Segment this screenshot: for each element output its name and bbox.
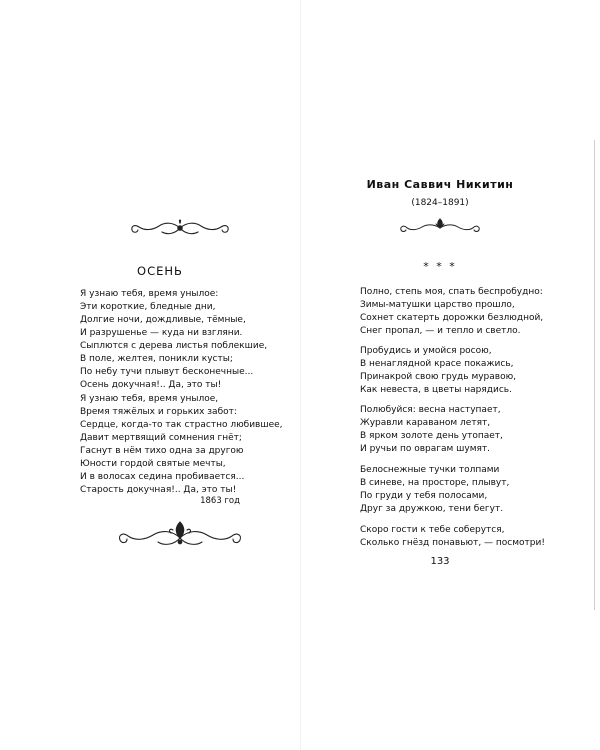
poem-date: 1863 год (200, 496, 240, 506)
poem-line: И ручьи по оврагам шумят. (360, 444, 491, 454)
poem-line: И в волосах седина пробивается... (80, 472, 245, 482)
poem-line: Осень докучная!.. Да, это ты! (80, 380, 222, 390)
poem-line: Гаснут в нём тихо одна за другою (80, 446, 244, 456)
author-years: (1824–1891) (411, 198, 469, 208)
right-stanza-2 (360, 345, 516, 397)
poem-line: По груди у тебя полосами, (360, 491, 488, 501)
poem-line: В поле, желтея, поникли кусты; (80, 354, 233, 364)
left-stanza-2 (80, 393, 283, 497)
poem-line: Пробудись и умойся росою, (360, 346, 492, 356)
poem-line: В синеве, на просторе, плывут, (360, 478, 510, 488)
poem-line: Эти короткие, бледные дни, (80, 302, 216, 312)
right-stanza-1 (360, 286, 543, 338)
poem-line: И разрушенье — куда ни взгляни. (80, 328, 243, 338)
poem-line: Сердце, когда-то так страстно любившее, (80, 420, 283, 430)
poem-line: Принакрой свою грудь муравою, (360, 372, 517, 382)
poem-line: Скоро гости к тебе соберутся, (360, 525, 505, 535)
poem-line: Друг за дружкою, тени бегут. (360, 504, 504, 514)
poem-line: Сохнет скатерть дорожки безлюдной, (360, 313, 544, 323)
poem-line: Как невеста, в цветы нарядись. (360, 385, 512, 395)
poem-line: Я узнаю тебя, время унылое: (80, 289, 219, 299)
poem-line: Я узнаю тебя, время унылое, (80, 394, 219, 404)
poem-line: Сыплются с дерева листья поблекшие, (80, 341, 268, 351)
poem-title: ОСЕНЬ (137, 264, 183, 278)
right-stanza-5 (360, 524, 545, 550)
author-ornament-icon (398, 216, 482, 238)
page-fold (300, 0, 301, 750)
poem-line: Зимы-матушки царство прошло, (360, 300, 515, 310)
poem-line: Сколько гнёзд понавьют, — посмотри! (360, 538, 545, 548)
poem-line: Полно, степь моя, спать беспробудно: (360, 287, 543, 297)
poem-line: Время тяжёлых и горьких забот: (80, 407, 237, 417)
left-stanza-1 (80, 288, 267, 392)
bottom-ornament-icon (115, 518, 245, 554)
poem-line: По небу тучи плывут бесконечные... (80, 367, 254, 377)
poem-line: Долгие ночи, дождливые, тёмные, (80, 315, 246, 325)
poem-line: Белоснежные тучки толпами (360, 465, 500, 475)
poem-line: Полюбуйся: весна наступает, (360, 405, 501, 415)
poem-line: Давит мертвящий сомнения гнёт; (80, 433, 242, 443)
poem-line: Журавли караваном летят, (360, 418, 491, 428)
stars-separator: * * * (423, 260, 457, 273)
author-name: Иван Саввич Никитин (366, 178, 514, 191)
right-stanza-3 (360, 404, 503, 456)
top-ornament-icon (125, 215, 235, 241)
page-number: 133 (430, 556, 450, 567)
poem-line: В ненаглядной красе покажись, (360, 359, 514, 369)
page-edge (594, 140, 595, 610)
poem-line: Юности гордой святые мечты, (80, 459, 226, 469)
right-stanza-4 (360, 464, 509, 516)
poem-line: В ярком золоте день утопает, (360, 431, 503, 441)
poem-line: Старость докучная!.. Да, это ты! (80, 485, 237, 495)
poem-line: Снег пропал, — и тепло и светло. (360, 326, 521, 336)
